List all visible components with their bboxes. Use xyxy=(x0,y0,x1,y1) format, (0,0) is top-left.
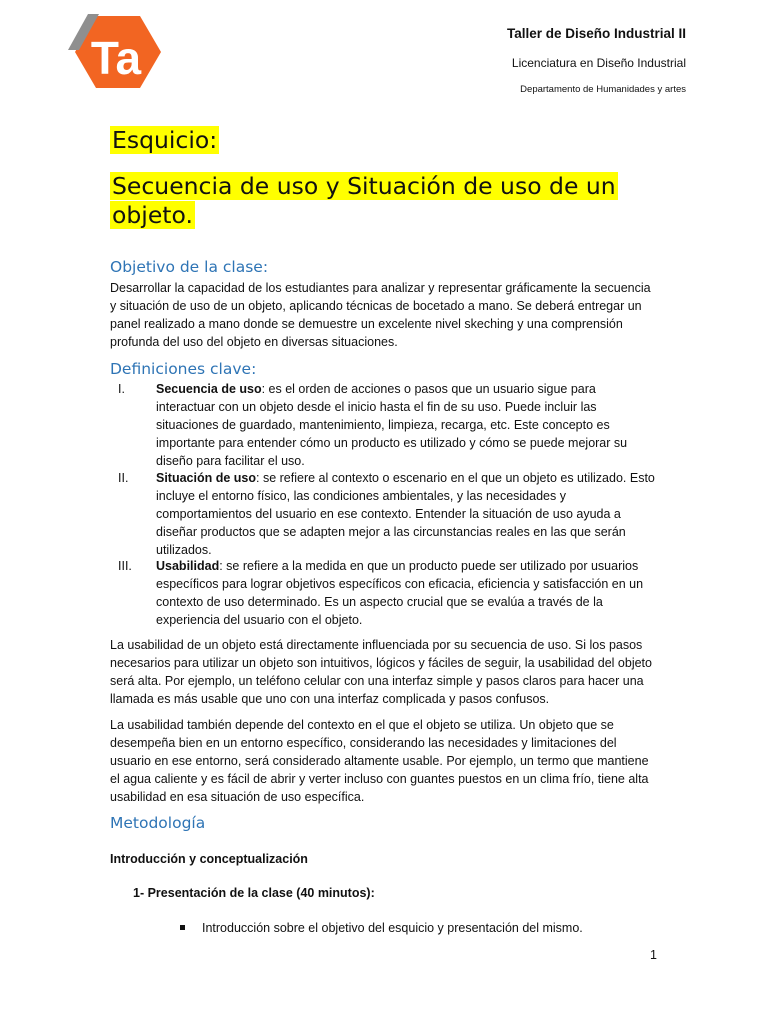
definition-text: : es el orden de acciones o pasos que un usuario sigue para interactuar con un objeto desde el inicio hasta el fin de su uso. Puede incluir las situaciones de guardado, mantenimiento, limpieza, recarga, etc. Este concepto es importante para entender cómo un producto es utilizado y cómo se puede mejorar su diseño para facilitar el uso. xyxy=(156,382,628,468)
title-subject: Secuencia de uso y Situación de uso de un objeto. xyxy=(112,172,616,229)
title-line-1 xyxy=(110,126,219,155)
ta-logo xyxy=(66,14,162,90)
title-esquicio: Esquicio: xyxy=(112,126,218,154)
definition-text: : se refiere a la medida en que un producto puede ser utilizado por usuarios específicos para lograr objetivos específicos con eficacia, eficiencia y satisfacción en un contexto de uso determinado. Es un aspecto crucial que se evalúa a través de la experiencia del usuario con el objeto. xyxy=(156,559,644,627)
logo-text: Ta xyxy=(90,32,142,84)
title-line-2 xyxy=(110,172,650,230)
body-paragraph: La usabilidad de un objeto está directamente influenciada por su secuencia de uso. Si los pasos necesarios para utilizar un objeto son intuitivos, lógicos y fáciles de seguir, la usabilidad del objeto será alta. Por ejemplo, un teléfono celular con una interfaz simple y pasos claros para hacer una llamada es más usable que uno con una interfaz complicada y pasos confusos. xyxy=(110,638,652,706)
objetivo-heading: Objetivo de la clase: xyxy=(110,258,269,276)
header-course: Taller de Diseño Industrial II xyxy=(506,26,686,41)
page-number: 1 xyxy=(650,948,657,962)
definition-number: III. xyxy=(118,559,132,573)
metodologia-subheading: Introducción y conceptualización xyxy=(110,852,308,866)
header-department: Departamento de Humanidades y artes xyxy=(520,84,686,95)
bullet-square-icon xyxy=(180,925,185,930)
definition-term: Secuencia de uso xyxy=(156,382,262,396)
header-degree: Licenciatura en Diseño Industrial xyxy=(511,56,686,70)
definition-text: : se refiere al contexto o escenario en el que un objeto es utilizado. Esto incluye el entorno físico, las condiciones ambientales, y las necesidades y comportamientos del usuario en ese contexto. Entender la situación de uso ayuda a diseñar productos que se adapten mejor a las circunstancias reales en las que serán utilizados. xyxy=(156,471,655,557)
definition-item xyxy=(118,380,658,470)
definiciones-heading: Definiciones clave: xyxy=(110,360,257,378)
objetivo-text: Desarrollar la capacidad de los estudiantes para analizar y representar gráficamente la secuencia y situación de uso de un objeto, aplicando técnicas de bocetado a mano. Se deberá entregar un panel realizado a mano donde se demuestre un excelente nivel skeching y una comprensión profunda del uso del objeto en diversas situaciones. xyxy=(110,281,651,349)
definition-term: Situación de uso xyxy=(156,471,257,485)
definition-number: II. xyxy=(118,471,129,485)
definition-term: Usabilidad xyxy=(156,559,220,573)
definition-number: I. xyxy=(118,382,125,396)
metodologia-step: 1- Presentación de la clase (40 minutos): xyxy=(133,886,375,900)
definition-item xyxy=(118,557,658,629)
metodologia-bullet: Introducción sobre el objetivo del esquicio y presentación del mismo. xyxy=(202,921,583,935)
metodologia-heading: Metodología xyxy=(110,814,206,832)
body-paragraph: La usabilidad también depende del contexto en el que el objeto se utiliza. Un objeto que se desempeña bien en un entorno específico, considerando las necesidades y limitaciones del usuario en ese entorno, será considerado altamente usable. Por ejemplo, un termo que mantiene el agua caliente y es fácil de abrir y verter incluso con guantes puestos en un clima frío, tiene alta usabilidad en esa situación de uso específica. xyxy=(110,718,649,804)
definition-item xyxy=(118,469,658,559)
